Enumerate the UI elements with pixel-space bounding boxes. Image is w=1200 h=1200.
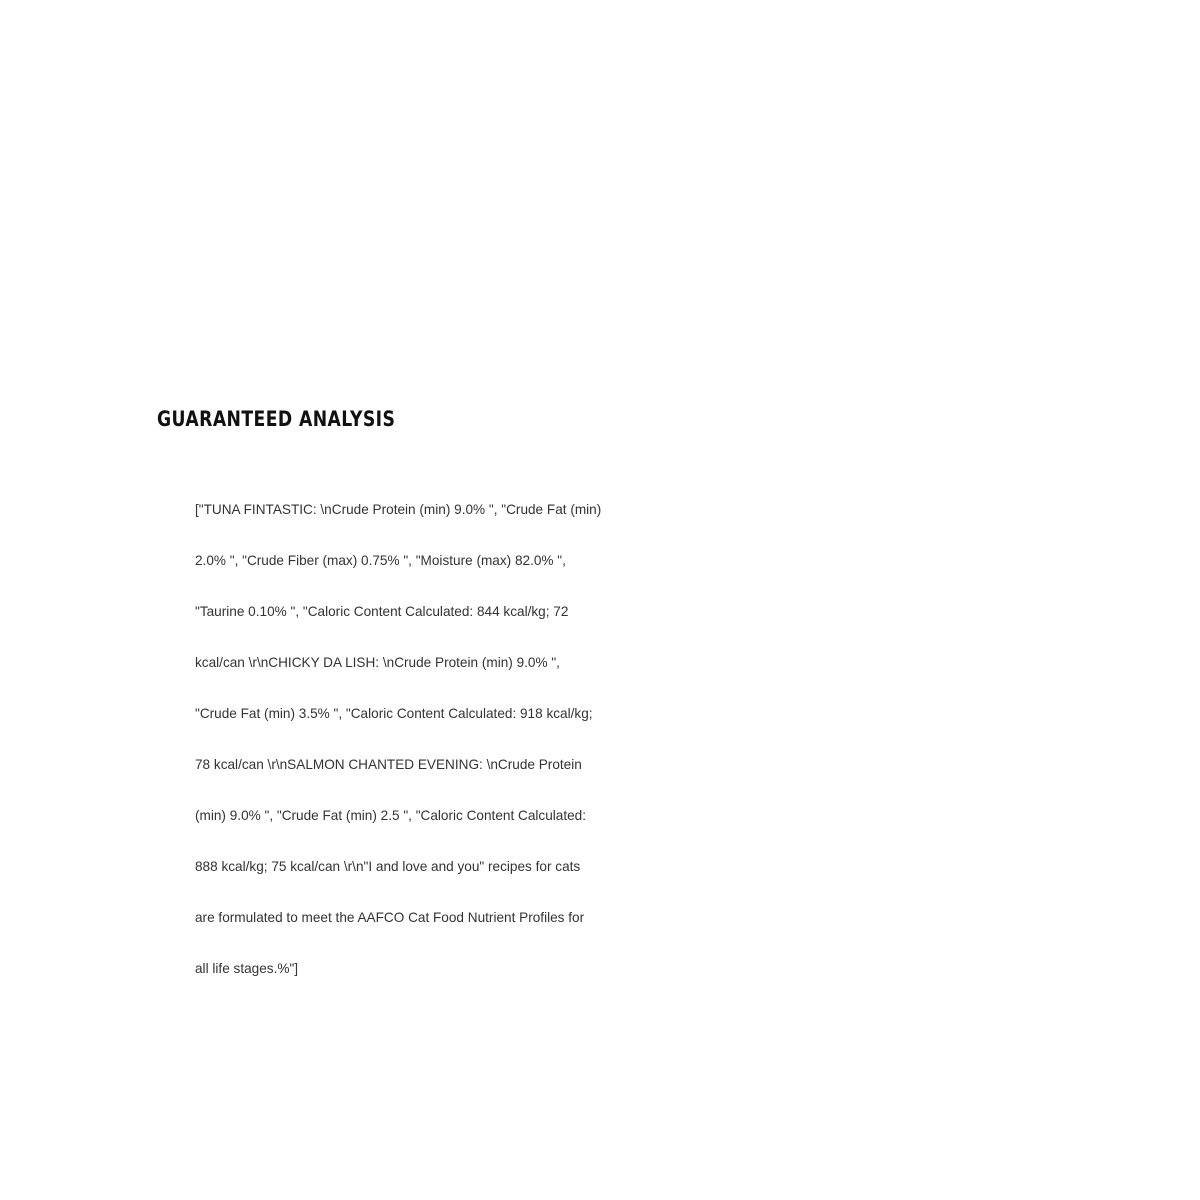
analysis-line: all life stages.%"] bbox=[195, 960, 299, 976]
analysis-line: 2.0% ", "Crude Fiber (max) 0.75% ", "Moisture (max) 82.0% ", bbox=[195, 552, 566, 568]
analysis-line: "Taurine 0.10% ", "Caloric Content Calculated: 844 kcal/kg; 72 bbox=[195, 603, 569, 619]
analysis-line: ["TUNA FINTASTIC: \nCrude Protein (min) 9.0% ", "Crude Fat (min) bbox=[195, 501, 602, 517]
analysis-line: "Crude Fat (min) 3.5% ", "Caloric Content Calculated: 918 kcal/kg; bbox=[195, 705, 593, 721]
analysis-line: kcal/can \r\nCHICKY DA LISH: \nCrude Protein (min) 9.0% ", bbox=[195, 654, 560, 670]
section-title: GUARANTEED ANALYSIS bbox=[157, 407, 396, 431]
analysis-line: (min) 9.0% ", "Crude Fat (min) 2.5 ", "Caloric Content Calculated: bbox=[195, 807, 587, 823]
analysis-text bbox=[195, 471, 665, 1007]
analysis-line: 78 kcal/can \r\nSALMON CHANTED EVENING: \nCrude Protein bbox=[195, 756, 582, 772]
analysis-line: are formulated to meet the AAFCO Cat Food Nutrient Profiles for bbox=[195, 909, 585, 925]
analysis-line: 888 kcal/kg; 75 kcal/can \r\n"I and love and you" recipes for cats bbox=[195, 858, 581, 874]
